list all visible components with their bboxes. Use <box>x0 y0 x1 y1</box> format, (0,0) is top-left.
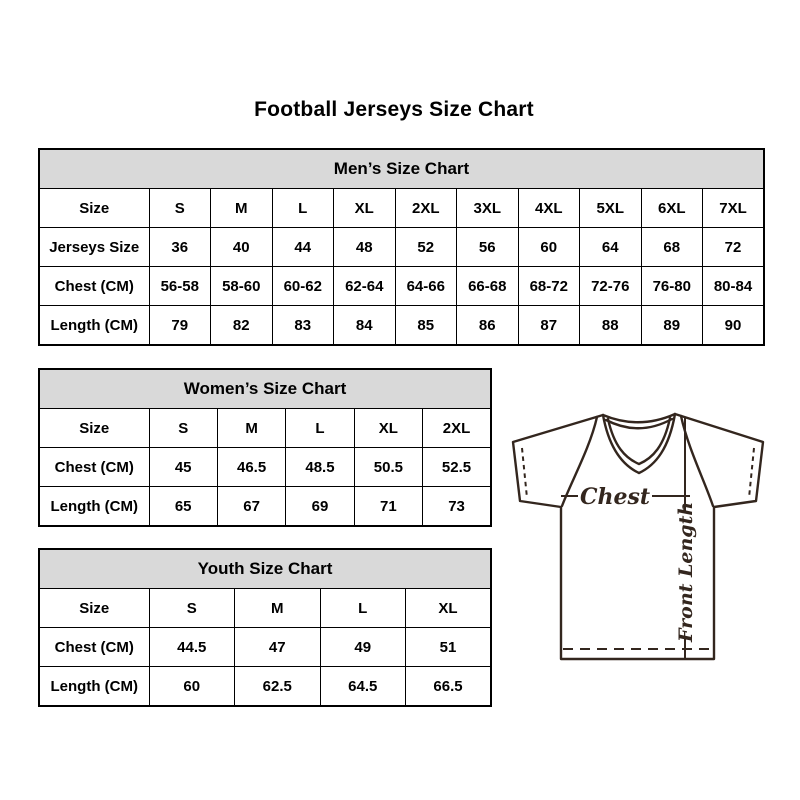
jersey-collar-back <box>603 414 675 422</box>
youth-table-title: Youth Size Chart <box>39 549 491 589</box>
table-row <box>39 487 491 527</box>
table-row <box>39 589 491 628</box>
value-cell: 56-58 <box>149 267 211 306</box>
row-label-cell: Size <box>39 409 149 448</box>
mens-size-table <box>38 148 765 346</box>
value-cell: 62-64 <box>334 267 396 306</box>
womens-table-title: Women’s Size Chart <box>39 369 491 409</box>
value-cell: 48 <box>334 228 396 267</box>
chest-label: Chest <box>579 484 651 510</box>
value-cell: 45 <box>149 448 217 487</box>
table-row <box>39 228 764 267</box>
value-cell: 40 <box>211 228 273 267</box>
page-title: Football Jerseys Size Chart <box>254 98 534 121</box>
value-cell: 44.5 <box>149 628 235 667</box>
row-label-cell: Chest (CM) <box>39 267 149 306</box>
row-label-cell: Chest (CM) <box>39 628 149 667</box>
youth-size-table <box>38 548 492 707</box>
table-row <box>39 628 491 667</box>
value-cell: 56 <box>457 228 519 267</box>
value-cell: 49 <box>320 628 406 667</box>
value-cell: 52.5 <box>423 448 491 487</box>
row-label-cell: Chest (CM) <box>39 448 149 487</box>
column-header-cell: S <box>149 409 217 448</box>
table-row <box>39 667 491 707</box>
value-cell: 60-62 <box>272 267 334 306</box>
value-cell: 58-60 <box>211 267 273 306</box>
value-cell: 67 <box>217 487 285 527</box>
womens-size-table <box>38 368 492 527</box>
value-cell: 66.5 <box>406 667 492 707</box>
column-header-cell: S <box>149 589 235 628</box>
jersey-measurement-diagram <box>505 406 775 674</box>
row-label-cell: Length (CM) <box>39 487 149 527</box>
value-cell: 50.5 <box>354 448 422 487</box>
value-cell: 51 <box>406 628 492 667</box>
value-cell: 65 <box>149 487 217 527</box>
jersey-outline-drawing <box>505 406 775 674</box>
table-row <box>39 267 764 306</box>
column-header-cell: 2XL <box>395 189 457 228</box>
column-header-cell: L <box>320 589 406 628</box>
column-header-cell: M <box>235 589 321 628</box>
value-cell: 52 <box>395 228 457 267</box>
value-cell: 62.5 <box>235 667 321 707</box>
column-header-cell: 2XL <box>423 409 491 448</box>
column-header-cell: 3XL <box>457 189 519 228</box>
value-cell: 90 <box>703 306 765 346</box>
table-row <box>39 409 491 448</box>
mens-table-title: Men’s Size Chart <box>39 149 764 189</box>
value-cell: 76-80 <box>641 267 703 306</box>
column-header-cell: S <box>149 189 211 228</box>
value-cell: 88 <box>580 306 642 346</box>
column-header-cell: XL <box>406 589 492 628</box>
row-label-cell: Length (CM) <box>39 306 149 346</box>
row-label-cell: Length (CM) <box>39 667 149 707</box>
column-header-cell: XL <box>334 189 396 228</box>
value-cell: 64-66 <box>395 267 457 306</box>
value-cell: 46.5 <box>217 448 285 487</box>
column-header-cell: M <box>211 189 273 228</box>
row-label-cell: Size <box>39 189 149 228</box>
value-cell: 73 <box>423 487 491 527</box>
column-header-cell: 6XL <box>641 189 703 228</box>
value-cell: 72 <box>703 228 765 267</box>
jersey-body-outline <box>513 414 763 659</box>
column-header-cell: M <box>217 409 285 448</box>
front-length-label: Front Length <box>675 501 697 642</box>
column-header-cell: 7XL <box>703 189 765 228</box>
value-cell: 71 <box>354 487 422 527</box>
value-cell: 64 <box>580 228 642 267</box>
table-row <box>39 189 764 228</box>
value-cell: 80-84 <box>703 267 765 306</box>
right-cuff-dashed-line <box>749 448 754 498</box>
value-cell: 68 <box>641 228 703 267</box>
value-cell: 44 <box>272 228 334 267</box>
value-cell: 82 <box>211 306 273 346</box>
value-cell: 64.5 <box>320 667 406 707</box>
value-cell: 86 <box>457 306 519 346</box>
table-row <box>39 306 764 346</box>
column-header-cell: 5XL <box>580 189 642 228</box>
value-cell: 66-68 <box>457 267 519 306</box>
value-cell: 89 <box>641 306 703 346</box>
value-cell: 85 <box>395 306 457 346</box>
value-cell: 48.5 <box>286 448 354 487</box>
left-cuff-dashed-line <box>522 448 527 498</box>
value-cell: 69 <box>286 487 354 527</box>
value-cell: 60 <box>518 228 580 267</box>
value-cell: 60 <box>149 667 235 707</box>
value-cell: 84 <box>334 306 396 346</box>
value-cell: 36 <box>149 228 211 267</box>
value-cell: 87 <box>518 306 580 346</box>
value-cell: 47 <box>235 628 321 667</box>
column-header-cell: L <box>286 409 354 448</box>
value-cell: 72-76 <box>580 267 642 306</box>
column-header-cell: 4XL <box>518 189 580 228</box>
value-cell: 83 <box>272 306 334 346</box>
value-cell: 79 <box>149 306 211 346</box>
row-label-cell: Size <box>39 589 149 628</box>
table-row <box>39 448 491 487</box>
row-label-cell: Jerseys Size <box>39 228 149 267</box>
column-header-cell: L <box>272 189 334 228</box>
value-cell: 68-72 <box>518 267 580 306</box>
column-header-cell: XL <box>354 409 422 448</box>
